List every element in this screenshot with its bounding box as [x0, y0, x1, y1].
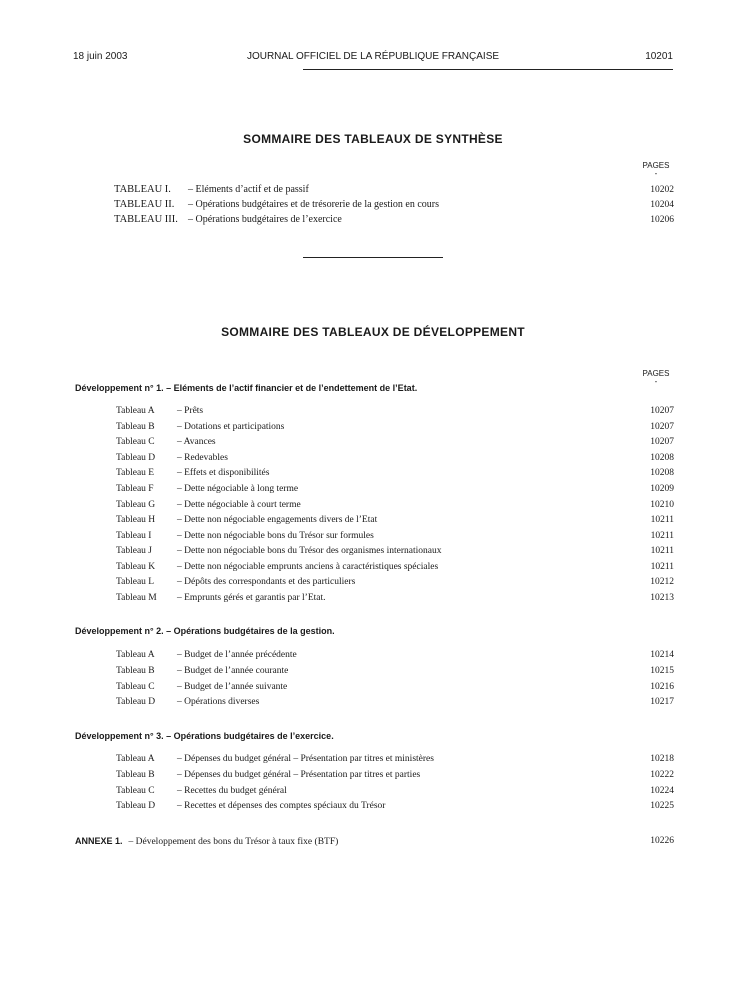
dev-row-text: – Recettes et dépenses des comptes spéciaux du Trésor — [177, 801, 386, 811]
dev-row-page: 10225 — [650, 801, 674, 811]
dev-row-label: Tableau A — [116, 754, 155, 764]
dev-row-label: Tableau H — [116, 515, 156, 525]
dev-row-text: – Opérations diverses — [177, 697, 260, 707]
annexe-page: 10226 — [650, 836, 674, 846]
synthese-row-page: 10206 — [650, 215, 674, 225]
dev-row[interactable] — [116, 752, 674, 766]
synthese-row[interactable] — [114, 183, 674, 197]
dev-row-text: – Dotations et participations — [177, 422, 285, 432]
dev-row[interactable] — [116, 575, 674, 589]
dev-row-label: Tableau D — [116, 453, 156, 463]
dev-row[interactable] — [116, 482, 674, 496]
dev-row-page: 10208 — [650, 468, 674, 478]
section-divider — [303, 257, 443, 258]
running-header — [73, 51, 673, 67]
dev-row-page: 10211 — [650, 515, 674, 525]
synthese-row-label: TABLEAU I. — [114, 184, 171, 195]
dev-row-page: 10222 — [650, 770, 674, 780]
dev-row-text: – Recettes du budget général — [177, 786, 287, 796]
section-heading-1: Développement n° 1. – Eléments de l’actif financier et de l’endettement de l’Etat. — [75, 383, 418, 393]
dev-row-text: – Budget de l’année courante — [177, 666, 289, 676]
synthese-pages-dash: - — [654, 169, 658, 178]
annexe-row[interactable] — [75, 834, 674, 848]
dev-row-page: 10214 — [650, 650, 674, 660]
dev-row-label: Tableau D — [116, 697, 156, 707]
dev-row-label: Tableau B — [116, 422, 155, 432]
dev-row-label: Tableau G — [116, 500, 156, 510]
dev-row-page: 10211 — [650, 562, 674, 572]
dev-row-page: 10212 — [650, 577, 674, 587]
dev-row-text: – Budget de l’année précédente — [177, 650, 297, 660]
dev-row-text: – Effets et disponibilités — [177, 468, 270, 478]
dev-row-label: Tableau M — [116, 593, 157, 603]
developpement-title: SOMMAIRE DES TABLEAUX DE DÉVELOPPEMENT — [221, 325, 525, 339]
header-journal-title: JOURNAL OFFICIEL DE LA RÉPUBLIQUE FRANÇAISE — [246, 51, 500, 62]
dev-row[interactable] — [116, 591, 674, 605]
dev-row-text: – Redevables — [177, 453, 228, 463]
dev-row-text: – Prêts — [177, 406, 204, 416]
annexe-label: ANNEXE 1. — [75, 836, 123, 846]
dev-row-label: Tableau I — [116, 531, 152, 541]
annexe-text: – Développement des bons du Trésor à taux fixe (BTF) — [128, 837, 339, 847]
dev-row[interactable] — [116, 420, 674, 434]
dev-row-page: 10207 — [650, 437, 674, 447]
dev-row-text: – Dette non négociable emprunts anciens à caractéristiques spéciales — [177, 562, 439, 572]
synthese-row-text: – Opérations budgétaires et de trésorerie de la gestion en cours — [188, 199, 440, 210]
developpement-pages-label — [636, 369, 676, 385]
dev-row-page: 10210 — [650, 500, 674, 510]
dev-row[interactable] — [116, 784, 674, 798]
dev-row-page: 10208 — [650, 453, 674, 463]
dev-row[interactable] — [116, 529, 674, 543]
dev-row[interactable] — [116, 404, 674, 418]
synthese-pages-text: PAGES — [642, 161, 670, 170]
dev-row-text: – Dette négociable à long terme — [177, 484, 299, 494]
synthese-row-page: 10204 — [650, 200, 674, 210]
synthese-row[interactable] — [114, 213, 674, 227]
dev-row[interactable] — [116, 435, 674, 449]
dev-row-page: 10217 — [650, 697, 674, 707]
dev-row-text: – Dette négociable à court terme — [177, 500, 301, 510]
dev-row[interactable] — [116, 498, 674, 512]
dev-row[interactable] — [116, 799, 674, 813]
dev-row-label: Tableau L — [116, 577, 155, 587]
dev-row-text: – Dépenses du budget général – Présentation par titres et ministères — [177, 754, 434, 764]
dev-row[interactable] — [116, 695, 674, 709]
dev-row[interactable] — [116, 664, 674, 678]
header-rule — [303, 69, 673, 70]
dev-row-page: 10224 — [650, 786, 674, 796]
dev-row[interactable] — [116, 451, 674, 465]
synthese-title: SOMMAIRE DES TABLEAUX DE SYNTHÈSE — [243, 132, 503, 146]
dev-row-page: 10207 — [650, 422, 674, 432]
synthese-row-label: TABLEAU II. — [114, 199, 175, 210]
dev-row-label: Tableau C — [116, 682, 155, 692]
dev-row[interactable] — [116, 560, 674, 574]
dev-row-text: – Dette non négociable bons du Trésor des organismes internationaux — [177, 546, 442, 556]
dev-row-label: Tableau K — [116, 562, 156, 572]
dev-row-text: – Budget de l’année suivante — [177, 682, 288, 692]
header-date: 18 juin 2003 — [73, 51, 128, 62]
dev-row-page: 10211 — [650, 531, 674, 541]
dev-row-text: – Avances — [177, 437, 216, 447]
dev-row-label: Tableau B — [116, 666, 155, 676]
dev-row-page: 10218 — [650, 754, 674, 764]
section-heading-3: Développement n° 3. – Opérations budgétaires de l’exercice. — [75, 731, 334, 741]
synthese-row-text: – Opérations budgétaires de l’exercice — [188, 214, 342, 225]
dev-row-label: Tableau E — [116, 468, 155, 478]
synthese-row-text: – Eléments d’actif et de passif — [188, 184, 309, 195]
dev-row-page: 10213 — [650, 593, 674, 603]
dev-row-label: Tableau C — [116, 786, 155, 796]
dev-row-label: Tableau J — [116, 546, 153, 556]
dev-row-text: – Dépenses du budget général – Présentation par titres et parties — [177, 770, 421, 780]
dev-row[interactable] — [116, 466, 674, 480]
dev-row-page: 10209 — [650, 484, 674, 494]
synthese-pages-label — [636, 161, 676, 177]
dev-row-page: 10216 — [650, 682, 674, 692]
synthese-row[interactable] — [114, 198, 674, 212]
dev-row[interactable] — [116, 768, 674, 782]
dev-row-page: 10207 — [650, 406, 674, 416]
dev-row[interactable] — [116, 544, 674, 558]
dev-row-text: – Dette non négociable engagements divers de l’Etat — [177, 515, 378, 525]
synthese-row-label: TABLEAU III. — [114, 214, 178, 225]
dev-row-label: Tableau A — [116, 650, 155, 660]
header-page-number: 10201 — [645, 51, 673, 62]
dev-row-page: 10211 — [650, 546, 674, 556]
developpement-pages-text: PAGES — [642, 369, 670, 378]
dev-row-label: Tableau C — [116, 437, 155, 447]
dev-row-label: Tableau A — [116, 406, 155, 416]
dev-row-label: Tableau B — [116, 770, 155, 780]
dev-row[interactable] — [116, 680, 674, 694]
developpement-pages-dash: - — [654, 377, 658, 386]
dev-row-text: – Dette non négociable bons du Trésor sur formules — [177, 531, 374, 541]
dev-row-text: – Dépôts des correspondants et des particuliers — [177, 577, 356, 587]
section-heading-2: Développement n° 2. – Opérations budgétaires de la gestion. — [75, 626, 335, 636]
dev-row-label: Tableau D — [116, 801, 156, 811]
dev-row[interactable] — [116, 513, 674, 527]
synthese-row-page: 10202 — [650, 185, 674, 195]
dev-row-page: 10215 — [650, 666, 674, 676]
dev-row-label: Tableau F — [116, 484, 154, 494]
dev-row-text: – Emprunts gérés et garantis par l’Etat. — [177, 593, 326, 603]
dev-row[interactable] — [116, 648, 674, 662]
